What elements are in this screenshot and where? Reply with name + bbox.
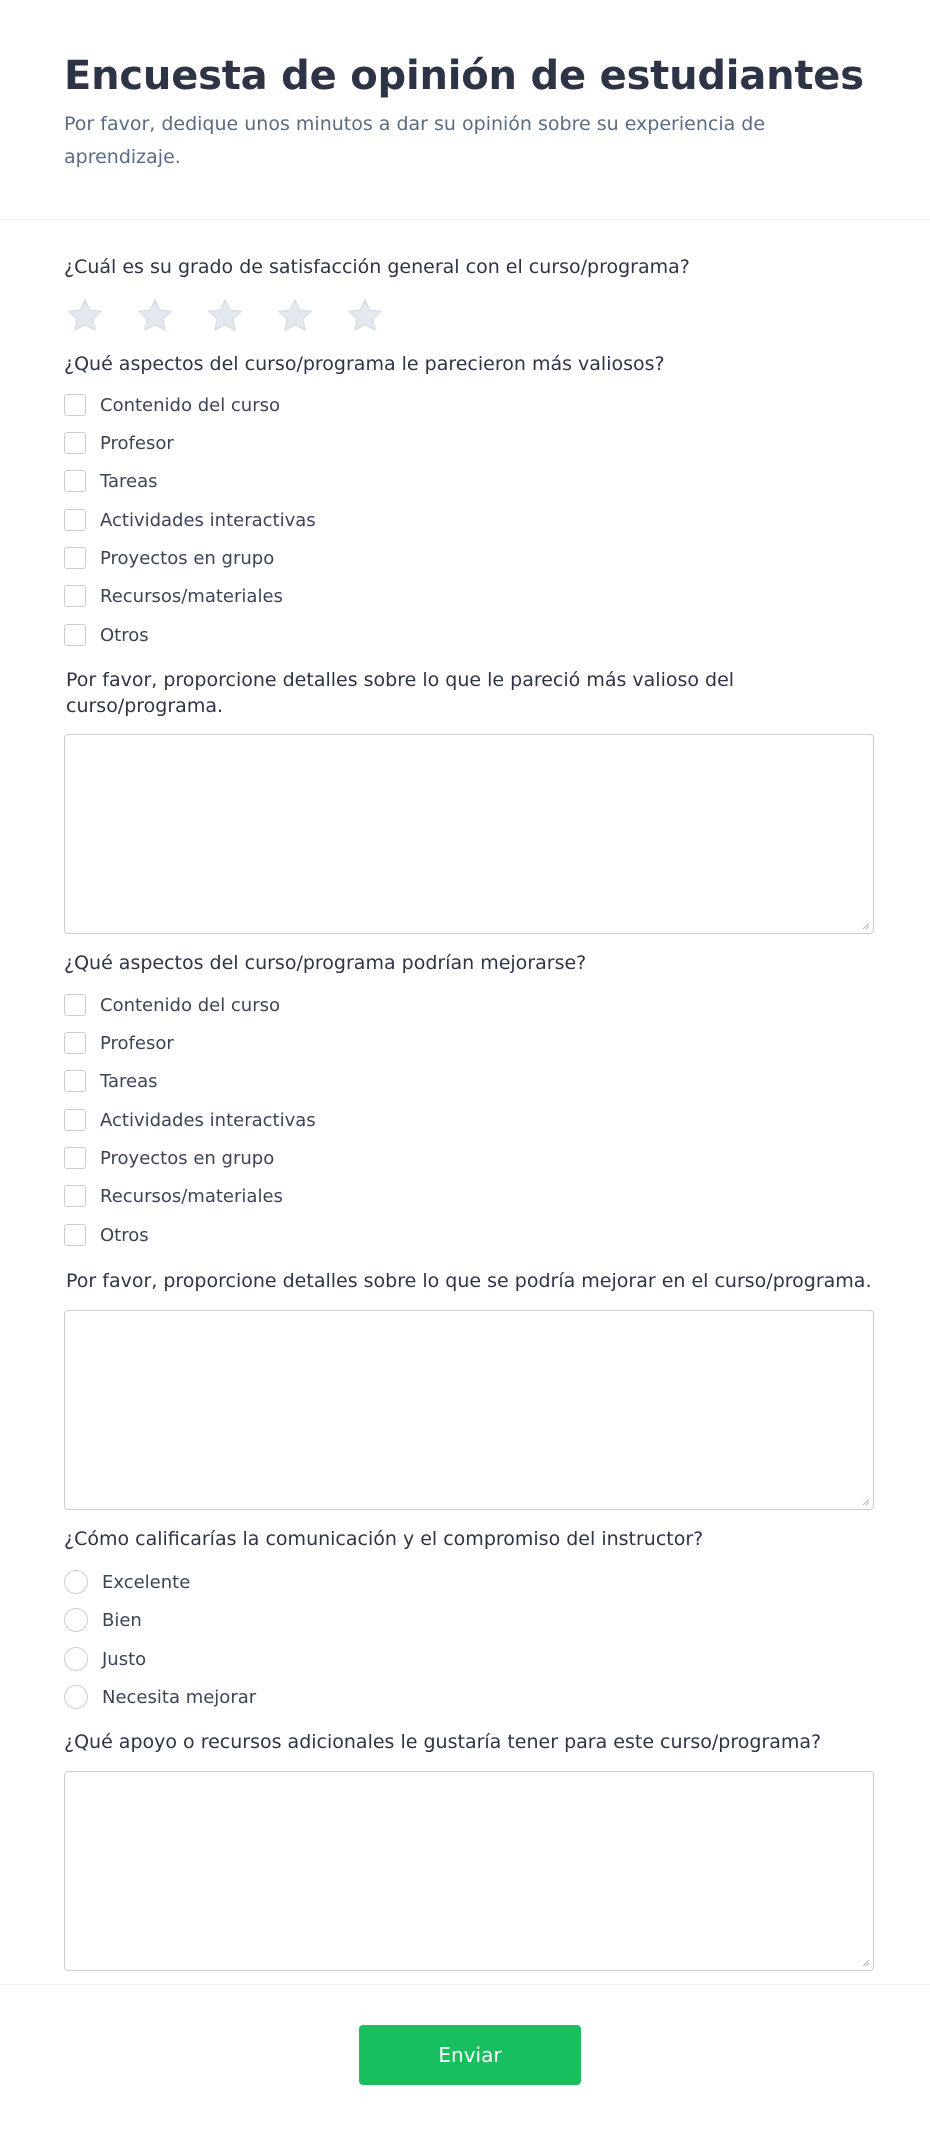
question-satisfaction: ¿Cuál es su grado de satisfacción general con el curso/programa? [64,256,690,278]
page-title: Encuesta de opinión de estudiantes [64,53,864,99]
checkbox[interactable] [64,1185,86,1207]
checkbox[interactable] [64,1070,86,1092]
question-improvement-details: Por favor, proporcione detalles sobre lo que se podría mejorar en el curso/programa. [66,1270,872,1292]
question-valuable-details: Por favor, proporcione detalles sobre lo que le pareció más valioso del curso/programa. [66,669,735,717]
checkbox[interactable] [64,994,86,1016]
improvement-details-textarea[interactable] [64,1310,874,1510]
page-subtitle: Por favor, dedique unos minutos a dar su opinión sobre su experiencia de aprendizaje. [64,113,766,168]
star-icon[interactable] [274,296,316,336]
question-improvement-aspects: ¿Qué aspectos del curso/programa podrían mejorarse? [64,952,587,974]
checkbox[interactable] [64,394,86,416]
radio-label: Bien [102,1609,142,1631]
form-header [0,0,930,220]
checkbox-label: Otros [100,624,149,646]
checkbox-label: Tareas [100,470,158,492]
checkbox[interactable] [64,624,86,646]
checkbox-label: Recursos/materiales [100,1185,283,1207]
checkbox[interactable] [64,509,86,531]
checkbox-option[interactable] [64,622,149,648]
resize-handle-icon[interactable] [860,1957,870,1967]
radio-option[interactable] [64,1569,190,1595]
star-rating [64,296,386,336]
star-icon[interactable] [204,296,246,336]
checkbox[interactable] [64,585,86,607]
checkbox[interactable] [64,470,86,492]
additional-support-textarea[interactable] [64,1771,874,1971]
checkbox-option[interactable] [64,1183,283,1209]
checkbox-label: Profesor [100,1032,174,1054]
submit-button[interactable]: Enviar [359,2025,581,2085]
checkbox-option[interactable] [64,392,280,418]
checkbox[interactable] [64,1109,86,1131]
checkbox-label: Profesor [100,432,174,454]
checkbox-label: Proyectos en grupo [100,1147,275,1169]
checkbox-option[interactable] [64,1030,174,1056]
radio-option[interactable] [64,1646,146,1672]
checkbox-label: Contenido del curso [100,994,281,1016]
radio-button[interactable] [64,1685,88,1709]
star-icon[interactable] [134,296,176,336]
question-additional-support: ¿Qué apoyo o recursos adicionales le gustaría tener para este curso/programa? [64,1731,822,1753]
checkbox[interactable] [64,1224,86,1246]
valuable-details-textarea[interactable] [64,734,874,934]
checkbox-label: Actividades interactivas [100,509,316,531]
checkbox-option[interactable] [64,1068,158,1094]
radio-option[interactable] [64,1607,142,1633]
question-instructor-rating: ¿Cómo calificarías la comunicación y el compromiso del instructor? [64,1528,704,1550]
checkbox-label: Actividades interactivas [100,1109,316,1131]
checkbox-option[interactable] [64,1107,316,1133]
checkbox-option[interactable] [64,468,158,494]
checkbox-label: Tareas [100,1070,158,1092]
checkbox-option[interactable] [64,430,174,456]
checkbox[interactable] [64,547,86,569]
checkbox[interactable] [64,1147,86,1169]
radio-button[interactable] [64,1647,88,1671]
checkbox-label: Recursos/materiales [100,585,283,607]
checkbox-option[interactable] [64,545,274,571]
checkbox-option[interactable] [64,583,283,609]
radio-label: Excelente [102,1571,191,1593]
checkbox-option[interactable] [64,1145,274,1171]
question-valuable-aspects: ¿Qué aspectos del curso/programa le parecieron más valiosos? [64,353,665,375]
checkbox-option[interactable] [64,1222,149,1248]
radio-label: Justo [102,1648,147,1670]
checkbox[interactable] [64,432,86,454]
radio-option[interactable] [64,1684,256,1710]
radio-label: Necesita mejorar [102,1686,257,1708]
star-icon[interactable] [64,296,106,336]
checkbox-label: Contenido del curso [100,394,281,416]
checkbox-label: Proyectos en grupo [100,547,275,569]
resize-handle-icon[interactable] [860,920,870,930]
resize-handle-icon[interactable] [860,1496,870,1506]
checkbox-option[interactable] [64,992,280,1018]
radio-button[interactable] [64,1570,88,1594]
checkbox-option[interactable] [64,507,316,533]
form-footer [0,1984,930,2137]
star-icon[interactable] [344,296,386,336]
checkbox-label: Otros [100,1224,149,1246]
checkbox[interactable] [64,1032,86,1054]
radio-button[interactable] [64,1608,88,1632]
